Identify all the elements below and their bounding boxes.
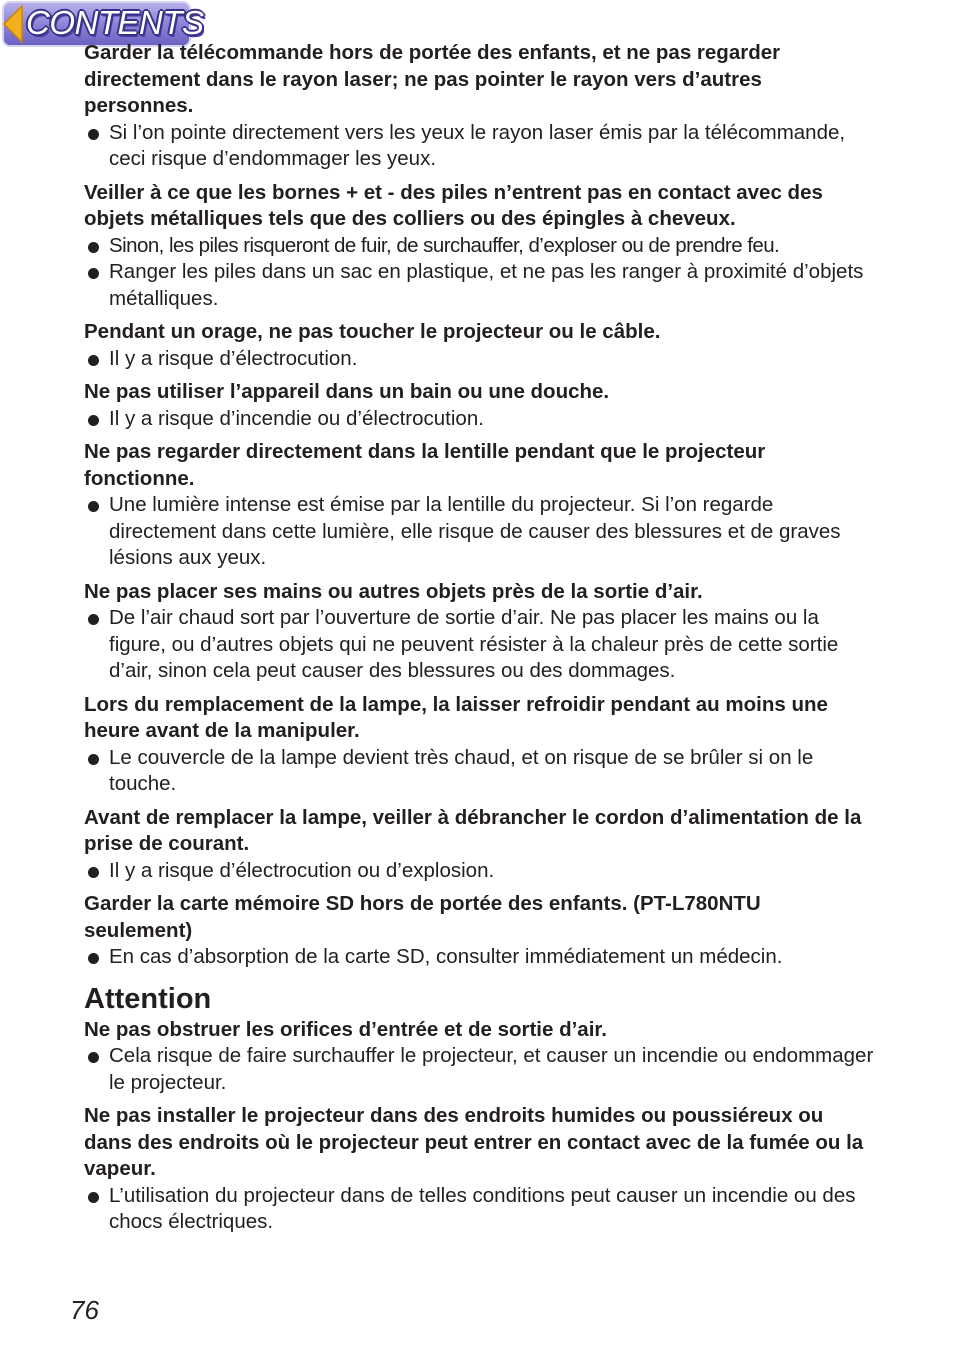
bullet-list (84, 233, 874, 313)
list-item-text: Si l’on pointe directement vers les yeux le rayon laser émis par la télécommande, ceci risque d’endommager les yeux. (109, 120, 846, 170)
block-heading: Veiller à ce que les bornes + et - des piles n’entrent pas en contact avec des objets métalliques tels que des colliers ou des épingles à cheveux. (84, 180, 823, 230)
bullet-icon (88, 953, 99, 964)
document-body (84, 40, 874, 1243)
list-item-text: Cela risque de faire surchauffer le projecteur, et causer un incendie ou endommager le projecteur. (109, 1044, 874, 1094)
block-heading: Ne pas installer le projecteur dans des endroits humides ou poussiéreux ou dans des endroits où le projecteur peut entrer en contact avec de la fumée ou la vapeur. (84, 1104, 864, 1180)
list-item-text: Il y a risque d’incendie ou d’électrocution. (109, 406, 484, 430)
bullet-icon (88, 1052, 99, 1063)
block-heading: Ne pas obstruer les orifices d’entrée et de sortie d’air. (84, 1017, 607, 1041)
list-item (84, 346, 874, 373)
list-item-text: Le couvercle de la lampe devient très chaud, et on risque de se brûler si on le touche. (109, 745, 814, 795)
bullet-icon (88, 415, 99, 426)
bullet-icon (88, 867, 99, 878)
warning-block-lamp-unplug (84, 805, 874, 885)
warning-block-lens (84, 439, 874, 572)
caution-block-humid (84, 1103, 874, 1236)
block-heading: Garder la télécommande hors de portée des enfants, et ne pas regarder directement dans le rayon laser; ne pas pointer le rayon vers d’autres personnes. (84, 41, 781, 117)
list-item (84, 492, 874, 572)
list-item (84, 233, 874, 260)
warning-block-sd-card (84, 891, 874, 971)
list-item-text: Ranger les piles dans un sac en plastique, et ne pas les ranger à proximité d’objets métalliques. (109, 260, 864, 310)
bullet-list (84, 492, 874, 572)
arrow-left-icon (2, 4, 24, 44)
list-item-text: Il y a risque d’électrocution ou d’explosion. (109, 858, 495, 882)
bullet-list (84, 1043, 874, 1096)
section-title-attention: Attention (84, 982, 212, 1015)
bullet-list (84, 858, 874, 885)
list-item (84, 1183, 874, 1236)
bullet-icon (88, 614, 99, 625)
bullet-icon (88, 355, 99, 366)
contents-label: CONTENTS (26, 4, 204, 41)
bullet-list (84, 120, 874, 173)
warning-block-batteries (84, 180, 874, 313)
block-heading: Avant de remplacer la lampe, veiller à débrancher le cordon d’alimentation de la prise de courant. (84, 805, 862, 855)
bullet-list (84, 406, 874, 433)
bullet-icon (88, 268, 99, 279)
page-number: 76 (70, 1295, 99, 1325)
warning-block-storm (84, 319, 874, 372)
bullet-icon (88, 129, 99, 140)
list-item-text: De l’air chaud sort par l’ouverture de sortie d’air. Ne pas placer les mains ou la figure, ou d’autres objets qui ne peuvent résister à la chaleur près de cette sortie d’air, sinon cela peut causer des blessures ou des dommages. (109, 606, 839, 682)
list-item-text: Sinon, les piles risqueront de fuir, de surchauffer, d’exploser ou de prendre feu. (109, 233, 780, 257)
list-item (84, 1043, 874, 1096)
block-heading: Pendant un orage, ne pas toucher le projecteur ou le câble. (84, 320, 661, 343)
list-item-text: Il y a risque d’électrocution. (109, 346, 358, 370)
list-item (84, 406, 874, 433)
bullet-list (84, 944, 874, 971)
bullet-icon (88, 501, 99, 512)
bullet-icon (88, 754, 99, 765)
list-item (84, 605, 874, 685)
list-item (84, 858, 874, 885)
bullet-list (84, 1183, 874, 1236)
bullet-list (84, 605, 874, 685)
list-item-text: En cas d’absorption de la carte SD, consulter immédiatement un médecin. (109, 945, 783, 968)
list-item-text: Une lumière intense est émise par la lentille du projecteur. Si l’on regarde directement dans cette lumière, elle risque de causer des blessures et de graves lésions aux yeux. (109, 493, 841, 569)
block-heading: Ne pas regarder directement dans la lentille pendant que le projecteur fonctionne. (84, 440, 766, 490)
bullet-icon (88, 1192, 99, 1203)
warning-block-remote (84, 40, 874, 173)
block-heading: Ne pas placer ses mains ou autres objets près de la sortie d’air. (84, 579, 703, 603)
block-heading: Ne pas utiliser l’appareil dans un bain ou une douche. (84, 380, 610, 403)
warning-block-air-outlet (84, 579, 874, 685)
bullet-icon (88, 242, 99, 253)
list-item (84, 120, 874, 173)
block-heading: Garder la carte mémoire SD hors de portée des enfants. (PT-L780NTU seulement) (84, 892, 761, 942)
caution-block-vents (84, 1017, 874, 1097)
list-item (84, 259, 874, 312)
list-item-text: L’utilisation du projecteur dans de telles conditions peut causer un incendie ou des chocs électriques. (109, 1183, 856, 1233)
warning-block-lamp-cool (84, 692, 874, 798)
warning-block-bath (84, 379, 874, 432)
block-heading: Lors du remplacement de la lampe, la laisser refroidir pendant au moins une heure avant de la manipuler. (84, 692, 828, 742)
bullet-list (84, 346, 874, 373)
list-item (84, 745, 874, 798)
bullet-list (84, 745, 874, 798)
list-item (84, 944, 874, 971)
